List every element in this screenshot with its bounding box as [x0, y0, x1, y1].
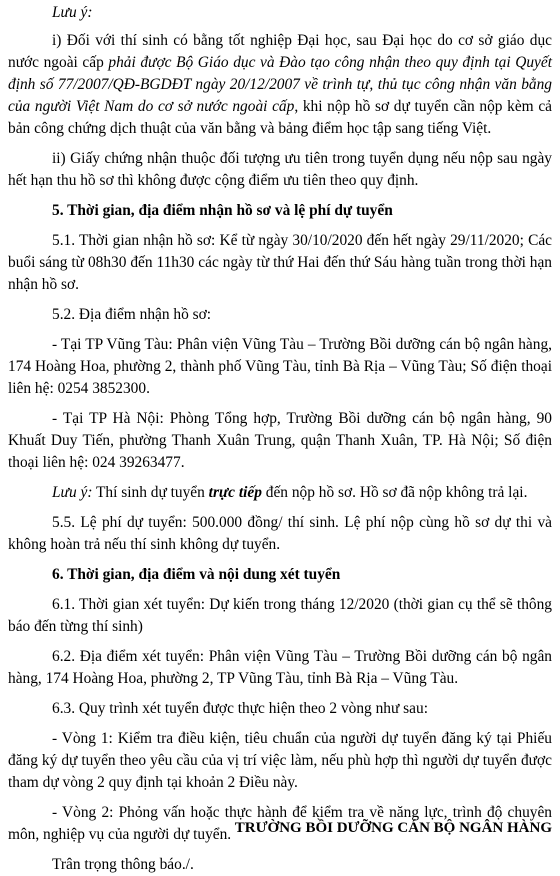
organization-signature: TRƯỜNG BỒI DƯỠNG CÁN BỘ NGÂN HÀNG [234, 820, 552, 836]
note-item-i-end: , khi nộp hồ sơ dự tuyển cần nộp kèm cả bản công chứng dịch thuật của văn bằng và bảng điểm học tập sang tiếng Việt. [8, 98, 552, 137]
paragraph-5-1: 5.1. Thời gian nhận hồ sơ: Kể từ ngày 30/10/2020 đến hết ngày 29/11/2020; Các buổi sáng từ 08h30 đến 11h30 các ngày từ thứ Hai đến thứ Sáu hàng tuần trong thời hạn nhận hồ sơ. [8, 232, 552, 293]
paragraph-6-2: 6.2. Địa điểm xét tuyển: Phân viện Vũng Tàu – Trường Bồi dưỡng cán bộ ngân hàng, 174 Hoàng Hoa, phường 2, TP Vũng Tàu, tỉnh Bà Rịa – Vũng Tàu. [8, 648, 552, 687]
note-label-text: Lưu ý: [52, 4, 93, 21]
location-ha-noi: - Tại TP Hà Nội: Phòng Tổng hợp, Trường Bồi dưỡng cán bộ ngân hàng, 90 Khuất Duy Tiến, phường Thanh Xuân Trung, quận Thanh Xuân, TP. Hà Nội; Số điện thoại liên hệ: 024 39263477. [8, 410, 552, 471]
round-2: - Vòng 2: Phỏng vấn hoặc thực hành để kiểm tra về năng lực, trình độ chuyên môn, nghiệp vụ của người dự tuyển. [8, 804, 552, 843]
section-5-note-emphasis: trực tiếp [208, 484, 262, 501]
note-item-i-italic: phải được Bộ Giáo dục và Đào tạo công nhận theo quy định tại Quyết định số 77/2007/QĐ-BGDĐT ngày 20/12/2007 về trình tự, thủ tục công nhận văn bằng của người Việt Nam do cơ sở nước ngoài cấp [8, 54, 552, 115]
note-item-ii: ii) Giấy chứng nhận thuộc đối tượng ưu tiên trong tuyển dụng nếu nộp sau ngày hết hạn thu hồ sơ thì không được cộng điểm ưu tiên theo quy định. [8, 150, 552, 189]
note-item-i-start: i) Đối với thí sinh có bằng tốt nghiệp Đại học, sau Đại học do cơ sở giáo dục nước ngoài cấp [8, 32, 552, 71]
closing-line: Trân trọng thông báo./. [52, 856, 194, 873]
note-label [8, 2, 552, 24]
section-5-note-end: đến nộp hồ sơ. Hồ sơ đã nộp không trả lại. [261, 484, 528, 501]
section-5-note [8, 482, 552, 504]
section-5-note-label: Lưu ý: [52, 484, 93, 501]
section-6-heading: 6. Thời gian, địa điểm và nội dung xét tuyển [52, 566, 341, 583]
note-item-i [8, 30, 552, 140]
paragraph-6-1: 6.1. Thời gian xét tuyển: Dự kiến trong tháng 12/2020 (thời gian cụ thể sẽ thông báo đến từng thí sinh) [8, 596, 552, 635]
section-5-note-start: Thí sinh dự tuyển [92, 484, 209, 501]
round-1: - Vòng 1: Kiểm tra điều kiện, tiêu chuẩn của người dự tuyển đăng ký tại Phiếu đăng ký dự tuyển theo yêu cầu của vị trí việc làm, nếu phù hợp thì người dự tuyển được tham dự vòng 2 quy định tại khoản 2 Điều này. [8, 730, 552, 791]
location-vung-tau: - Tại TP Vũng Tàu: Phân viện Vũng Tàu – Trường Bồi dưỡng cán bộ ngân hàng, 174 Hoàng Hoa, phường 2, thành phố Vũng Tàu, tỉnh Bà Rịa – Vũng Tàu; Số điện thoại liên hệ: 0254 3852300. [8, 336, 552, 397]
paragraph-5-2: 5.2. Địa điểm nhận hồ sơ: [52, 306, 212, 323]
paragraph-5-5: 5.5. Lệ phí dự tuyển: 500.000 đồng/ thí sinh. Lệ phí nộp cùng hồ sơ dự thi và không hoàn trả nếu thí sinh không dự tuyển. [8, 514, 552, 553]
section-5-heading: 5. Thời gian, địa điểm nhận hồ sơ và lệ phí dự tuyển [52, 202, 393, 219]
paragraph-6-3: 6.3. Quy trình xét tuyển được thực hiện theo 2 vòng như sau: [52, 700, 428, 717]
